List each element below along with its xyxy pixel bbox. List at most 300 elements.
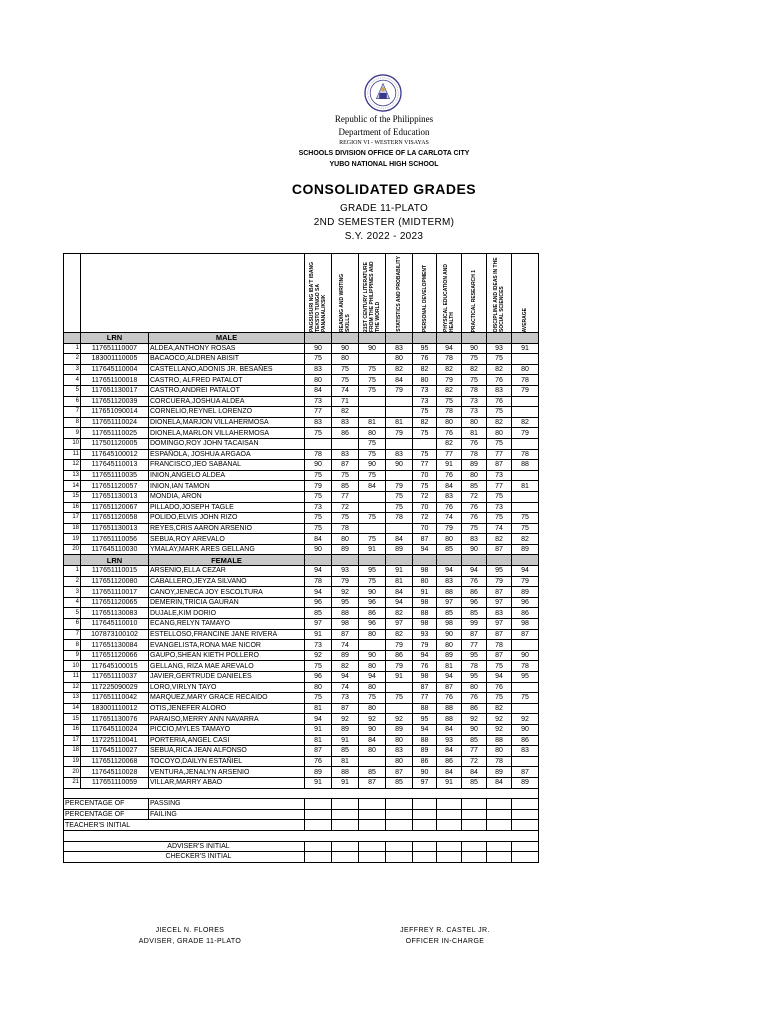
grade-cell: 75 <box>386 502 413 513</box>
grade-cell: 81 <box>332 756 359 767</box>
grade-cell: 85 <box>462 777 487 788</box>
grade-cell: 78 <box>462 449 487 460</box>
grade-cell: 77 <box>487 481 512 492</box>
row-number: 9 <box>64 428 81 439</box>
lrn-cell: 117651110015 <box>81 566 149 577</box>
average-cell: 86 <box>512 608 539 619</box>
grade-cell: 76 <box>437 693 462 704</box>
lrn-cell: 117651110059 <box>81 777 149 788</box>
grade-cell: 87 <box>413 534 437 545</box>
subject-header-text: PERSONAL DEVELOPMENT <box>421 264 428 332</box>
grade-cell: 75 <box>437 396 462 407</box>
grade-cell: 77 <box>462 746 487 757</box>
grade-cell: 82 <box>487 703 512 714</box>
grade-cell: 75 <box>487 661 512 672</box>
grade-cell: 71 <box>332 396 359 407</box>
grade-cell: 75 <box>359 438 386 449</box>
grade-cell <box>359 354 386 365</box>
footer-label: PASSING <box>149 799 305 810</box>
student-row <box>64 364 539 375</box>
student-name-cell: LORO,VIRLYN TAYO <box>149 682 305 693</box>
average-cell: 90 <box>512 724 539 735</box>
grade-cell: 80 <box>386 735 413 746</box>
grade-cell: 94 <box>413 724 437 735</box>
student-name-cell: VENTURA,JENALYN ARSENIO <box>149 767 305 778</box>
average-cell: 92 <box>512 714 539 725</box>
grade-cell: 83 <box>332 417 359 428</box>
grade-cell <box>359 491 386 502</box>
row-number: 10 <box>64 438 81 449</box>
grade-cell: 84 <box>386 534 413 545</box>
grade-cell: 76 <box>437 470 462 481</box>
section-blank <box>413 333 437 344</box>
row-number: 7 <box>64 629 81 640</box>
grade-cell <box>305 438 332 449</box>
subject-header <box>359 254 386 333</box>
grade-cell: 94 <box>305 587 332 598</box>
grade-cell: 76 <box>437 502 462 513</box>
deped-seal-logo <box>364 74 402 112</box>
grade-cell: 73 <box>305 502 332 513</box>
subject-header-text: READING AND WRITING SKILLS <box>339 273 351 332</box>
grade-cell: 79 <box>487 576 512 587</box>
footer-value-cell <box>487 809 512 820</box>
grade-cell: 82 <box>487 364 512 375</box>
footer-value-cell <box>487 820 512 831</box>
grade-cell: 82 <box>332 407 359 418</box>
grade-cell: 96 <box>359 619 386 630</box>
subject-header <box>332 254 359 333</box>
footer-value-cell <box>305 852 332 863</box>
grade-cell: 87 <box>332 460 359 471</box>
grade-cell: 73 <box>462 396 487 407</box>
grade-cell: 94 <box>413 650 437 661</box>
grade-cell: 80 <box>305 682 332 693</box>
grade-cell: 85 <box>359 767 386 778</box>
lrn-cell: 117651110024 <box>81 417 149 428</box>
average-cell: 82 <box>512 534 539 545</box>
student-row <box>64 682 539 693</box>
grade-cell: 72 <box>413 513 437 524</box>
grade-cell: 85 <box>332 481 359 492</box>
student-name-cell: MONDIA, ARON <box>149 491 305 502</box>
grade-cell <box>386 523 413 534</box>
officer-title: OFFICER IN-CHARGE <box>405 938 485 945</box>
grade-cell: 84 <box>437 746 462 757</box>
grade-cell: 79 <box>386 385 413 396</box>
row-number: 16 <box>64 724 81 735</box>
grade-cell: 80 <box>359 428 386 439</box>
student-row <box>64 650 539 661</box>
grade-cell: 88 <box>332 608 359 619</box>
average-cell: 91 <box>512 343 539 354</box>
grade-cell: 83 <box>487 608 512 619</box>
footer-label: PERCENTAGE OF <box>64 799 149 810</box>
grade-cell: 87 <box>487 629 512 640</box>
average-cell: 87 <box>512 629 539 640</box>
grade-cell: 75 <box>359 576 386 587</box>
student-name-cell: CANOY,JENECA JOY ESCOLTURA <box>149 587 305 598</box>
footer-value-cell <box>487 799 512 810</box>
student-row <box>64 396 539 407</box>
grade-cell: 96 <box>305 597 332 608</box>
grade-cell: 85 <box>305 608 332 619</box>
female-label: FEMALE <box>149 555 305 566</box>
grade-cell: 85 <box>462 735 487 746</box>
section-blank <box>487 555 512 566</box>
grade-cell <box>386 407 413 418</box>
grade-cell: 95 <box>462 672 487 683</box>
grade-cell: 75 <box>305 491 332 502</box>
grade-cell: 81 <box>386 417 413 428</box>
footer-value-cell <box>359 820 386 831</box>
spacer-row <box>64 788 539 799</box>
grade-cell: 83 <box>386 746 413 757</box>
grade-cell: 90 <box>413 767 437 778</box>
row-number: 14 <box>64 481 81 492</box>
grade-cell: 86 <box>386 650 413 661</box>
grade-cell: 79 <box>305 481 332 492</box>
footer-value-cell <box>462 841 487 852</box>
subject-header-row <box>64 254 539 333</box>
grade-cell: 73 <box>332 693 359 704</box>
footer-value-cell <box>512 809 539 820</box>
lrn-cell: 117651120039 <box>81 396 149 407</box>
grade-cell: 75 <box>413 407 437 418</box>
section-blank <box>332 333 359 344</box>
grade-cell: 83 <box>487 385 512 396</box>
student-row <box>64 587 539 598</box>
footer-value-cell <box>305 820 332 831</box>
lrn-cell: 117651090014 <box>81 407 149 418</box>
grade-cell: 75 <box>359 693 386 704</box>
grade-cell: 75 <box>332 470 359 481</box>
grade-cell: 87 <box>487 650 512 661</box>
grade-cell: 99 <box>462 619 487 630</box>
footer-label: FAILING <box>149 809 305 820</box>
student-name-cell: CORNELIO,REYNEL LORENZO <box>149 407 305 418</box>
lrn-cell: 117651120068 <box>81 756 149 767</box>
grade-cell: 76 <box>462 438 487 449</box>
row-number: 8 <box>64 640 81 651</box>
grade-cell: 90 <box>437 629 462 640</box>
student-name-cell: ESTELLOSO,FRANCINE JANE RIVERA <box>149 629 305 640</box>
student-name-cell: OTIS,JENEFER ALORO <box>149 703 305 714</box>
grade-cell: 81 <box>359 417 386 428</box>
average-cell: 89 <box>512 777 539 788</box>
grade-cell: 90 <box>359 650 386 661</box>
section-blank <box>462 333 487 344</box>
grade-cell: 75 <box>332 364 359 375</box>
grade-cell: 75 <box>487 354 512 365</box>
grade-cell: 88 <box>487 735 512 746</box>
student-name-cell: PORTERIA,ANGEL CASI <box>149 735 305 746</box>
footer-value-cell <box>332 799 359 810</box>
lrn-cell: 117645110013 <box>81 460 149 471</box>
grade-cell: 77 <box>487 449 512 460</box>
grade-cell: 79 <box>386 661 413 672</box>
grade-cell: 78 <box>332 523 359 534</box>
grade-cell: 78 <box>386 513 413 524</box>
grade-cell: 80 <box>462 682 487 693</box>
grade-cell: 85 <box>386 777 413 788</box>
average-cell: 87 <box>512 767 539 778</box>
row-number: 4 <box>64 375 81 386</box>
grade-cell: 77 <box>462 640 487 651</box>
grade-cell: 79 <box>437 523 462 534</box>
grade-cell: 82 <box>437 364 462 375</box>
grade-cell: 82 <box>386 629 413 640</box>
grade-cell: 82 <box>386 608 413 619</box>
grade-cell: 89 <box>305 767 332 778</box>
grade-cell: 78 <box>462 661 487 672</box>
subject-header <box>305 254 332 333</box>
lrn-cell: 183001110012 <box>81 703 149 714</box>
footer-value-cell <box>332 809 359 820</box>
grade-cell: 90 <box>462 724 487 735</box>
average-cell: 75 <box>512 523 539 534</box>
average-cell <box>512 756 539 767</box>
student-name-cell: BACAOCO,ALDREN ABISIT <box>149 354 305 365</box>
row-number: 8 <box>64 417 81 428</box>
row-number: 2 <box>64 576 81 587</box>
student-row <box>64 746 539 757</box>
row-number: 13 <box>64 693 81 704</box>
average-cell: 90 <box>512 650 539 661</box>
grade-cell <box>386 703 413 714</box>
grade-cell: 89 <box>386 724 413 735</box>
average-cell: 98 <box>512 619 539 630</box>
grade-cell: 87 <box>487 587 512 598</box>
student-row <box>64 619 539 630</box>
footer-value-cell <box>437 799 462 810</box>
grade-cell: 79 <box>386 640 413 651</box>
footer-value-cell <box>386 820 413 831</box>
republic-line: Republic of the Philippines <box>334 114 434 124</box>
student-row <box>64 354 539 365</box>
student-name-cell: YMALAY,MARK ARES GELLANG <box>149 544 305 555</box>
student-row <box>64 544 539 555</box>
subject-header-text: PHYSICAL EDUCATION AND HEALTH <box>443 264 455 332</box>
average-cell <box>512 438 539 449</box>
grade-cell: 75 <box>359 513 386 524</box>
footer-value-cell <box>413 809 437 820</box>
grade-cell: 77 <box>413 460 437 471</box>
grade-cell: 94 <box>305 566 332 577</box>
grade-cell: 95 <box>359 566 386 577</box>
student-name-cell: SEBUA,RICA JEAN ALFONSO <box>149 746 305 757</box>
lrn-cell: 117651120067 <box>81 502 149 513</box>
student-row <box>64 460 539 471</box>
row-number: 11 <box>64 672 81 683</box>
row-number: 1 <box>64 566 81 577</box>
grade-cell: 75 <box>359 534 386 545</box>
student-name-cell: MARQUEZ,MARY GRACE RECAIDO <box>149 693 305 704</box>
average-cell: 80 <box>512 364 539 375</box>
student-name-cell: TOCOYO,DAILYN ESTAÑIEL <box>149 756 305 767</box>
grade-cell: 95 <box>487 566 512 577</box>
grade-cell: 78 <box>487 640 512 651</box>
grade-cell: 98 <box>437 619 462 630</box>
grade-cell: 80 <box>332 354 359 365</box>
grade-cell: 90 <box>462 343 487 354</box>
footer-value-cell <box>305 841 332 852</box>
subject-header-text: DISCIPLINE AND IDEAS IN THE SOCIAL SCIENCES <box>493 257 505 332</box>
average-cell: 78 <box>512 661 539 672</box>
grade-cell: 75 <box>305 661 332 672</box>
student-row <box>64 375 539 386</box>
subject-header-text: PAGSUSURI NG IBA'T IBANG TEKSTO TUNGO SA PANANALIKSIK <box>309 262 327 332</box>
row-number: 7 <box>64 407 81 418</box>
average-cell <box>512 491 539 502</box>
grade-cell: 82 <box>487 534 512 545</box>
grade-cell: 84 <box>386 375 413 386</box>
percentage-failing-row <box>64 809 539 820</box>
grade-cell: 80 <box>487 746 512 757</box>
average-cell: 79 <box>512 576 539 587</box>
grade-cell: 73 <box>413 396 437 407</box>
section-blank <box>359 555 386 566</box>
grade-cell: 92 <box>462 714 487 725</box>
grade-cell: 79 <box>437 375 462 386</box>
row-number: 12 <box>64 460 81 471</box>
grade-cell: 82 <box>413 417 437 428</box>
average-cell <box>512 470 539 481</box>
student-row <box>64 756 539 767</box>
grade-cell: 83 <box>305 364 332 375</box>
grade-cell: 83 <box>332 449 359 460</box>
grade-cell: 93 <box>487 343 512 354</box>
average-cell <box>512 703 539 714</box>
average-cell: 75 <box>512 693 539 704</box>
row-number: 9 <box>64 650 81 661</box>
grade-cell: 80 <box>359 629 386 640</box>
lrn-cell: 117651130076 <box>81 714 149 725</box>
grade-cell <box>386 470 413 481</box>
grade-cell: 90 <box>359 343 386 354</box>
grade-cell: 73 <box>413 385 437 396</box>
student-name-cell: CORCUERA,JOSHUA ALDEA <box>149 396 305 407</box>
grade-cell: 82 <box>437 385 462 396</box>
grade-cell: 76 <box>462 576 487 587</box>
student-row <box>64 640 539 651</box>
grade-cell <box>386 396 413 407</box>
grade-cell <box>359 640 386 651</box>
lrn-header: LRN <box>81 333 149 344</box>
grade-cell <box>386 438 413 449</box>
subject-header-text: PRACTICAL RESEARCH 1 <box>471 269 477 332</box>
row-number: 17 <box>64 735 81 746</box>
grade-cell: 91 <box>437 777 462 788</box>
grade-cell: 85 <box>437 544 462 555</box>
grade-cell: 76 <box>413 661 437 672</box>
student-name-cell: ECANG,RELYN TAMAYO <box>149 619 305 630</box>
grade-cell: 92 <box>487 714 512 725</box>
grade-cell: 84 <box>386 587 413 598</box>
row-number: 16 <box>64 502 81 513</box>
grade-cell: 70 <box>413 523 437 534</box>
grade-cell: 91 <box>305 629 332 640</box>
grade-cell: 89 <box>332 544 359 555</box>
grade-cell: 75 <box>413 428 437 439</box>
grade-cell: 73 <box>462 407 487 418</box>
row-number: 3 <box>64 587 81 598</box>
footer-value-cell <box>386 852 413 863</box>
lrn-cell: 117651110056 <box>81 534 149 545</box>
grade-cell: 88 <box>332 767 359 778</box>
grade-cell: 88 <box>413 608 437 619</box>
grade-cell: 75 <box>462 354 487 365</box>
grade-cell: 80 <box>437 534 462 545</box>
lrn-cell: 117651100018 <box>81 375 149 386</box>
lrn-cell: 117651120066 <box>81 650 149 661</box>
footer-value-cell <box>437 852 462 863</box>
grade-cell: 94 <box>437 672 462 683</box>
grade-cell: 89 <box>487 767 512 778</box>
student-name-cell: GELLANG, RIZA MAE AREVALO <box>149 661 305 672</box>
grade-cell: 91 <box>386 672 413 683</box>
grade-cell: 89 <box>462 460 487 471</box>
section-blank <box>512 333 539 344</box>
grade-cell: 94 <box>386 597 413 608</box>
grade-cell: 78 <box>487 756 512 767</box>
average-cell: 96 <box>512 597 539 608</box>
grade-cell: 78 <box>437 407 462 418</box>
grade-cell: 90 <box>462 544 487 555</box>
row-number: 2 <box>64 354 81 365</box>
grade-cell: 81 <box>462 428 487 439</box>
footer-label: TEACHER'S INITIAL <box>64 820 305 831</box>
grade-cell: 75 <box>386 693 413 704</box>
report-title: CONSOLIDATED GRADES <box>291 181 477 197</box>
grade-cell: 88 <box>413 703 437 714</box>
section-blank <box>359 333 386 344</box>
grade-cell: 76 <box>413 354 437 365</box>
student-row <box>64 438 539 449</box>
grade-cell <box>386 682 413 693</box>
student-row <box>64 735 539 746</box>
student-row <box>64 470 539 481</box>
header-blank-no <box>64 254 81 333</box>
student-name-cell: ARSENIO,ELLA CEZAR <box>149 566 305 577</box>
student-row <box>64 513 539 524</box>
grade-cell: 93 <box>437 735 462 746</box>
grade-cell: 75 <box>305 523 332 534</box>
grade-cell: 81 <box>305 703 332 714</box>
subject-header <box>386 254 413 333</box>
student-name-cell: PARAISO,MERRY ANN NAVARRA <box>149 714 305 725</box>
grade-cell: 76 <box>305 756 332 767</box>
grade-cell: 76 <box>462 502 487 513</box>
grade-cell: 74 <box>332 385 359 396</box>
grade-cell: 82 <box>413 364 437 375</box>
grade-cell: 90 <box>305 343 332 354</box>
grade-cell: 78 <box>437 354 462 365</box>
grade-cell: 80 <box>413 375 437 386</box>
grade-cell: 87 <box>305 746 332 757</box>
lrn-cell: 117651130017 <box>81 385 149 396</box>
grade-cell: 98 <box>413 619 437 630</box>
grade-cell: 97 <box>437 597 462 608</box>
lrn-cell: 117651110037 <box>81 672 149 683</box>
grade-cell: 91 <box>359 544 386 555</box>
grade-cell: 84 <box>437 481 462 492</box>
section-blank <box>437 555 462 566</box>
grade-cell: 75 <box>413 449 437 460</box>
grade-cell: 87 <box>462 629 487 640</box>
student-name-cell: INION,IAN TAMON <box>149 481 305 492</box>
row-number: 15 <box>64 714 81 725</box>
